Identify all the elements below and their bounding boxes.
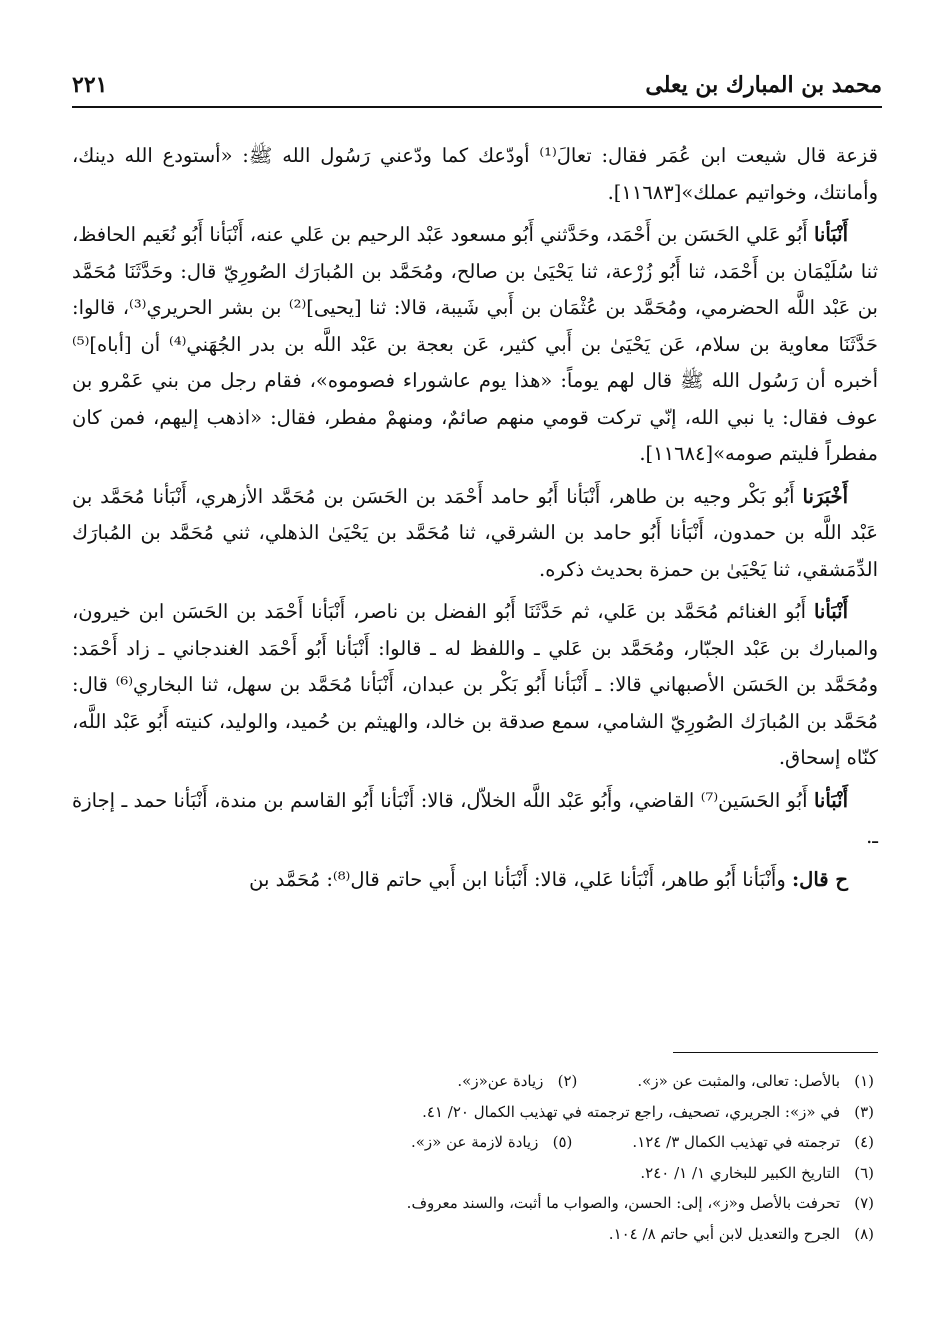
paragraph — [72, 138, 878, 211]
footnote — [407, 1188, 874, 1219]
footnote-number: (٣) — [854, 1102, 874, 1121]
paragraph — [72, 862, 878, 899]
footnote-text: زيادة لازمة عن «ز». — [410, 1133, 539, 1151]
footnote-row — [72, 1158, 874, 1189]
paragraph-text: أَبُو الغنائم مُحَمَّد بن عَلي، ثم حَدَّثَنَا أَبُو الفضل بن ناصر، أَنْبَأنا أَحْمَد بن الحَسَن ابن خيرون، والمبارك بن عَبْد الجبّار، ومُحَمَّد بن عَلي ـ واللفظ له ـ قالوا: أَنْبَأنا أَبُو أَحْمَد الغندجاني ـ زاد أَحْمَد: ومُحَمَّد بن الحَسَن الأصبهاني قالا: ـ أَنْبَأنا أَبُو بَكْر بن عبدان، أَنْبَأنا مُحَمَّد بن سهل، ثنا البخاري⁽⁶⁾ قال: مُحَمَّد بن المُبارَك الصُورِيّ الشامي، سمع صدقة بن خالد، والهيثم بن حُميد، والوليد، كنيته أَبُو عَبْد اللَّه، كنّاه إسحاق. — [72, 600, 878, 769]
paragraph-lead: أَخْبَرَنا — [802, 484, 848, 508]
footnotes — [72, 1066, 874, 1249]
paragraph-lead: أَنْبَأنا — [813, 600, 848, 623]
paragraph-text: قزعة قال شيعت ابن عُمَر فقال: تعالَ⁽¹⁾ أودّعك كما ودّعني رَسُول الله ﷺ: «أستودع الله دينك، وأمانتك، وخواتيم عملك»[١١٦٨٣]. — [72, 144, 878, 204]
footnote — [411, 1127, 572, 1158]
footnote-row — [72, 1127, 874, 1158]
paragraph-lead: أَنْبَأنا — [813, 223, 848, 246]
footnote — [457, 1066, 577, 1097]
footnote-row — [72, 1097, 874, 1128]
footnote-text: في «ز»: الجريري، تصحيف، راجع ترجمته في تهذيب الكمال ٢٠/ ٤١. — [422, 1102, 840, 1121]
paragraph-lead: أَنْبَأنا — [813, 788, 849, 812]
footnote-text: الجرح والتعديل لابن أبي حاتم ٨/ ١٠٤. — [608, 1224, 840, 1243]
footnote-text: التاريخ الكبير للبخاري ١/ ١/ ٢٤٠. — [640, 1163, 840, 1182]
footnote-text: بالأصل: تعالى، والمثبت عن «ز». — [637, 1072, 840, 1090]
paragraph — [72, 594, 878, 777]
footnote-number: (٢) — [557, 1072, 578, 1090]
footnote-row — [72, 1219, 874, 1250]
footnote — [637, 1066, 874, 1097]
paragraph — [72, 479, 878, 589]
main-text — [72, 138, 878, 904]
footnote-text: ترجمته في تهذيب الكمال ٣/ ١٢٤. — [632, 1133, 840, 1151]
paragraph-text: وأَنْبَأنا أَبُو طاهر، أَنْبَأنا عَلي، قالا: أَنْبَأنا ابن أَبي حاتم قال⁽⁸⁾: مُحَمَّد بن — [249, 867, 786, 891]
footnote — [422, 1097, 874, 1128]
footnote-number: (٤) — [854, 1133, 874, 1151]
footnote-number: (٥) — [552, 1133, 573, 1151]
paragraph-text: أَبُو بَكْر وجيه بن طاهر، أَنْبَأنا أَبُو حامد أَحْمَد بن الحَسَن بن مُحَمَّد الأزهري، أَنْبَأنا مُحَمَّد بن عَبْد اللَّه بن حمدون، أَنْبَأنا أَبُو حامد بن الشرقي، ثنا مُحَمَّد بن يَحْيَىٰ الذهلي، ثني مُحَمَّد بن المُبارَك الدِّمَشقي، ثنا يَحْيَىٰ بن حمزة بحديث ذكره. — [72, 484, 878, 581]
footnote-separator — [673, 1052, 878, 1053]
paragraph-text: أَبُو عَلي الحَسَن بن أَحْمَد، وحَدَّثني أَبُو مسعود عَبْد الرحيم بن عَلي عنه، أَنْبَأنا أَبُو نُعَيم الحافظ، ثنا سُلَيْمَان بن أَحْمَد، ثنا أَبُو زُرْعة، ثنا يَحْيَىٰ بن صالح، ومُحَمَّد بن المُبارَك الصُورِيّ قال: وحَدَّثَنَا مُحَمَّد بن عَبْد اللَّه الحضرمي، ومُحَمَّد بن عُثْمَان بن أَبي شَيبة، قالا: ثنا [يحيى]⁽²⁾ بن بشر الحريري⁽³⁾، قالوا: حَدَّثَنَا معاوية بن سلام، عَن يَحْيَىٰ بن أَبي كثير، عَن بعجة بن عَبْد اللَّه بن بدر الجُهَني⁽⁴⁾ أن [أباه]⁽⁵⁾ أخبره أن رَسُول الله ﷺ قال لهم يوماً: «هذا يوم عاشوراء فصوموه»، فقام رجل من بني عَمْرو بن عوف فقال: يا نبي الله، إنّي تركت قومي منهم صائمٌ، ومنهمْ مفطر، فقال: «اذهب إليهم، فمن كان مفطراً فليتم صومه»[١١٦٨٤]. — [72, 223, 878, 465]
footnote — [640, 1158, 874, 1189]
page-header — [72, 64, 882, 108]
footnote — [609, 1219, 874, 1250]
paragraph — [72, 783, 878, 856]
footnote-text: زيادة عن«ز». — [457, 1072, 544, 1090]
page-number: ٢٢١ — [72, 72, 108, 98]
running-title: محمد بن المبارك بن يعلى — [645, 72, 882, 98]
footnote — [632, 1127, 874, 1158]
footnote-number: (٧) — [854, 1194, 874, 1212]
footnote-number: (٦) — [854, 1163, 874, 1182]
paragraph-text: أَبُو الحَسَين⁽⁷⁾ القاضي، وأَبُو عَبْد اللَّه الخلاّل، قالا: أَنْبَأنا أَبُو القاسم بن مندة، أَنْبَأنا حمد ـ إجازة ـ. — [72, 788, 878, 848]
footnote-row — [72, 1188, 874, 1219]
footnote-number: (٨) — [854, 1224, 874, 1243]
footnote-text: تحرفت بالأصل و«ز»، إلى: الحسن، والصواب ما أثبت، والسند معروف. — [406, 1194, 840, 1212]
footnote-number: (١) — [854, 1072, 874, 1090]
paragraph-lead: ح قال: — [791, 867, 848, 891]
footnote-row — [72, 1066, 874, 1097]
paragraph — [72, 217, 878, 473]
